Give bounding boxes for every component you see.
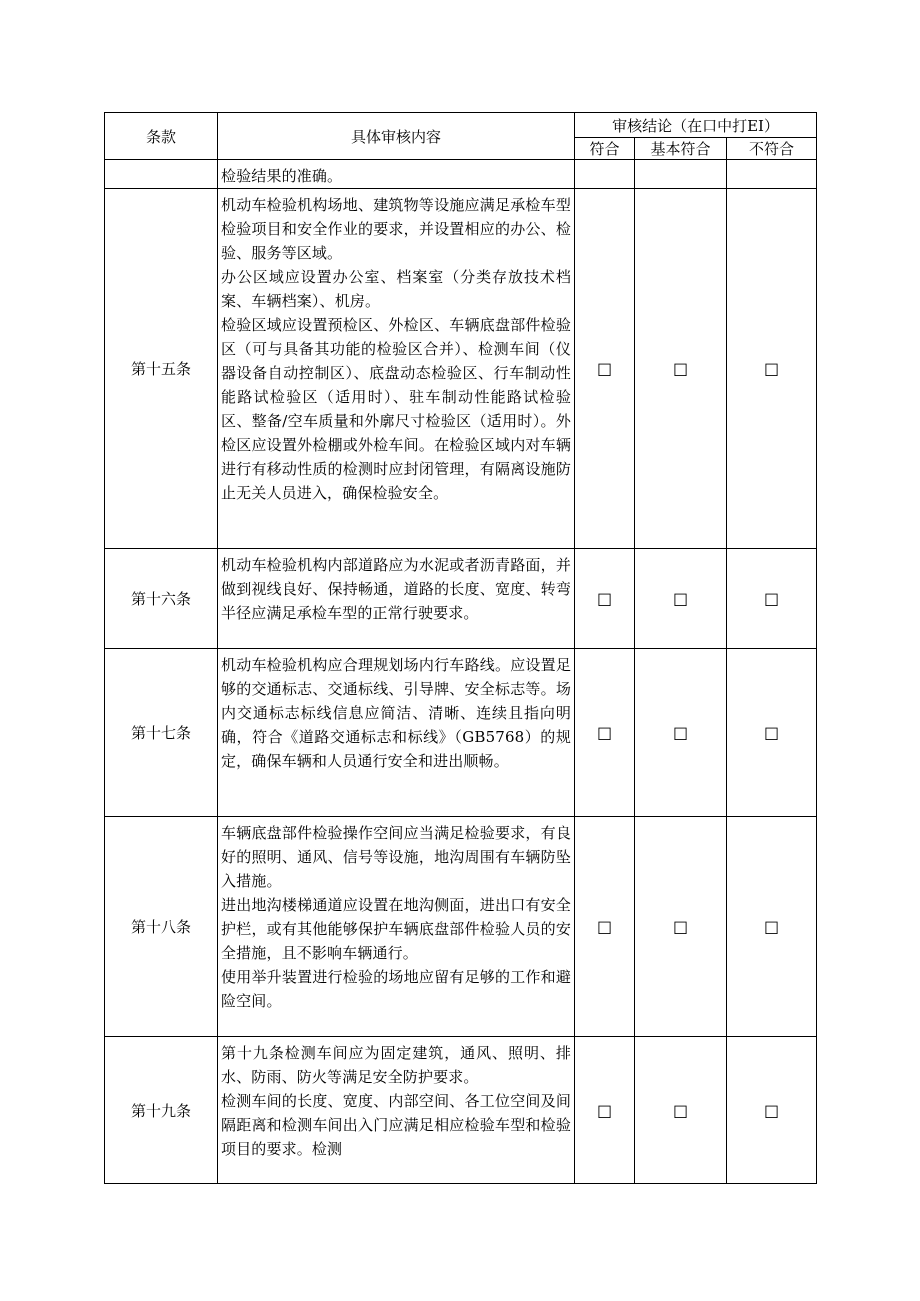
clause-cell: 第十七条 [105, 649, 218, 817]
table-row [105, 817, 817, 1037]
content-paragraph: 检测车间的长度、宽度、内部空间、各工位空间及间隔距离和检测车间出入门应满足相应检验车型和检验项目的要求。检测 [221, 1092, 571, 1158]
checkbox-cell-basic [635, 189, 727, 549]
checkbox-cell-conform [575, 549, 635, 649]
checkbox-cell-conform [575, 1037, 635, 1184]
content-cell [218, 1037, 575, 1184]
checkbox-cell-conform [575, 189, 635, 549]
clause-cell: 第十八条 [105, 817, 218, 1037]
header-option-nonconform: 不符合 [727, 138, 817, 160]
checkbox-conform[interactable]: □ [596, 1100, 613, 1120]
checkbox-cell-basic [635, 649, 727, 817]
checkbox-nonconform[interactable]: □ [763, 589, 780, 608]
checkbox-nonconform[interactable]: □ [763, 1100, 780, 1120]
checkbox-basic[interactable]: □ [672, 359, 689, 378]
clause-cell: 第十六条 [105, 549, 218, 649]
content-paragraph: 车辆底盘部件检验操作空间应当满足检验要求，有良好的照明、通风、信号等设施，地沟周围有车辆防坠入措施。 [221, 824, 571, 890]
checkbox-nonconform[interactable]: □ [763, 723, 780, 742]
checkbox-basic[interactable]: □ [672, 723, 689, 742]
checkbox-cell-conform [575, 817, 635, 1037]
clause-cell [105, 160, 218, 189]
checkbox-conform[interactable]: □ [596, 723, 613, 742]
checkbox-cell-basic [635, 549, 727, 649]
content-cell [218, 549, 575, 649]
content-cell [218, 649, 575, 817]
checkbox-cell-nonconform [727, 160, 817, 189]
checkbox-cell-nonconform [727, 817, 817, 1037]
content-paragraph: 进出地沟楼梯通道应设置在地沟侧面，进出口有安全护栏，或有其他能够保护车辆底盘部件检验人员的安全措施，且不影响车辆通行。 [221, 896, 571, 962]
checkbox-conform[interactable]: □ [596, 359, 613, 378]
checkbox-cell-basic [635, 160, 727, 189]
clause-cell: 第十五条 [105, 189, 218, 549]
header-option-basic: 基本符合 [635, 138, 727, 160]
content-paragraph: 使用举升装置进行检验的场地应留有足够的工作和避险空间。 [221, 968, 571, 1010]
checkbox-basic[interactable]: □ [672, 1100, 689, 1120]
checkbox-cell-nonconform [727, 1037, 817, 1184]
header-content: 具体审核内容 [218, 113, 575, 160]
checkbox-basic[interactable]: □ [672, 589, 689, 608]
checkbox-nonconform[interactable]: □ [763, 917, 780, 936]
table-row [105, 549, 817, 649]
header-row [105, 113, 817, 138]
checkbox-cell-nonconform [727, 189, 817, 549]
checkbox-conform[interactable]: □ [596, 917, 613, 936]
audit-table [104, 112, 817, 1184]
checkbox-cell-basic [635, 817, 727, 1037]
content-paragraph: 检验结果的准确。 [221, 167, 343, 185]
table-row [105, 649, 817, 817]
header-conclusion: 审核结论（在口中打EI） [575, 113, 817, 138]
header-clause: 条款 [105, 113, 218, 160]
checkbox-basic[interactable]: □ [672, 917, 689, 936]
checkbox-cell-basic [635, 1037, 727, 1184]
content-paragraph: 机动车检验机构应合理规划场内行车路线。应设置足够的交通标志、交通标线、引导牌、安全标志等。场内交通标志标线信息应简洁、清晰、连续且指向明确，符合《道路交通标志和标线》（GB5768）的规定，确保车辆和人员通行安全和进出顺畅。 [221, 656, 571, 770]
content-cell [218, 189, 575, 549]
checkbox-cell-conform [575, 649, 635, 817]
checkbox-conform[interactable]: □ [596, 589, 613, 608]
checkbox-cell-nonconform [727, 649, 817, 817]
checkbox-nonconform[interactable]: □ [763, 359, 780, 378]
clause-cell: 第十九条 [105, 1037, 218, 1184]
checkbox-cell-nonconform [727, 549, 817, 649]
content-paragraph: 机动车检验机构内部道路应为水泥或者沥青路面，并做到视线良好、保持畅通，道路的长度、宽度、转弯半径应满足承检车型的正常行驶要求。 [221, 556, 571, 622]
checkbox-cell-conform [575, 160, 635, 189]
content-paragraph: 第十九条检测车间应为固定建筑，通风、照明、排水、防雨、防火等满足安全防护要求。 [221, 1044, 571, 1086]
table-row [105, 160, 817, 189]
table-row [105, 189, 817, 549]
content-paragraph: 机动车检验机构场地、建筑物等设施应满足承检车型检验项目和安全作业的要求，并设置相应的办公、检验、服务等区域。 [221, 196, 571, 262]
content-paragraph: 检验区域应设置预检区、外检区、车辆底盘部件检验区（可与具备其功能的检验区合并）、检测车间（仪器设备自动控制区）、底盘动态检验区、行车制动性能路试检验区（适用时）、驻车制动性能路试检验区、整备/空车质量和外廓尺寸检验区（适用时）。外检区应设置外检棚或外检车间。在检验区域内对车辆进行有移动性质的检测时应封闭管理，有隔离设施防止无关人员进入，确保检验安全。 [221, 316, 571, 502]
header-option-conform: 符合 [575, 138, 635, 160]
content-cell [218, 817, 575, 1037]
table-row [105, 1037, 817, 1184]
content-cell [218, 160, 575, 189]
content-paragraph: 办公区域应设置办公室、档案室（分类存放技术档案、车辆档案）、机房。 [221, 268, 571, 310]
audit-table-body [105, 113, 817, 1184]
